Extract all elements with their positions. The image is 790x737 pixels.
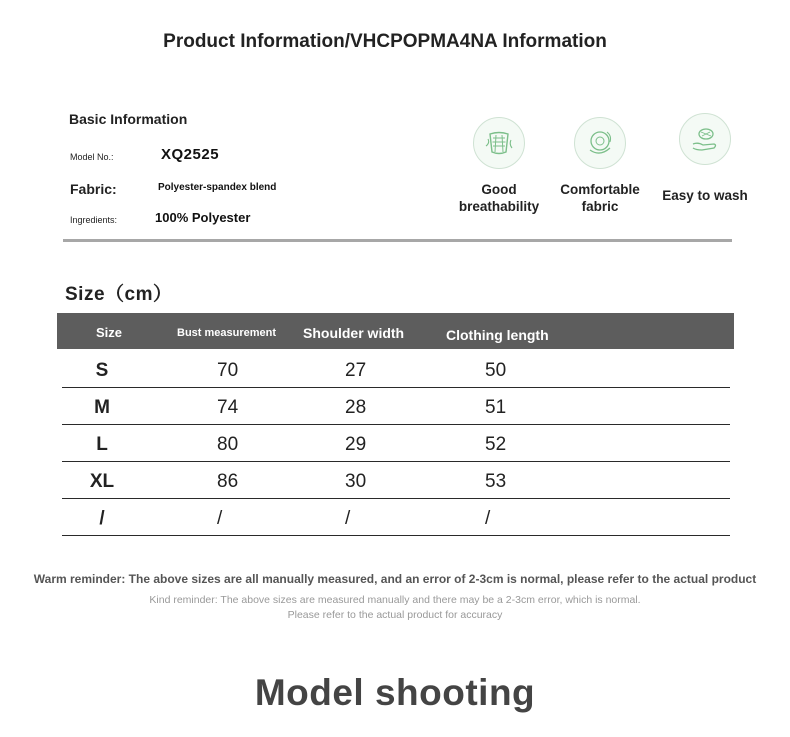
shoulder-cell: 30 [345, 471, 367, 492]
hand-wash-icon [679, 113, 731, 165]
size-cell: S [95, 360, 109, 381]
bust-cell: 70 [217, 360, 239, 381]
bust-cell: 86 [217, 471, 239, 492]
size-cell: / [99, 508, 105, 529]
header-shoulder: Shoulder width [303, 325, 405, 341]
feature-label-line1: Easy to wash [662, 188, 748, 203]
ingredients-label: Ingredients: [70, 215, 118, 225]
length-cell: 50 [485, 360, 507, 381]
size-cell: L [96, 434, 108, 455]
feature-breathability [445, 117, 553, 215]
table-row [62, 424, 730, 462]
bust-cell: / [217, 508, 223, 529]
feature-label-line2: breathability [458, 199, 540, 214]
kind-reminder: Kind reminder: The above sizes are measured manually and there may be a 2-3cm error, which is normal. [149, 594, 641, 606]
warm-reminder: Warm reminder: The above sizes are all manually measured, and an error of 2-3cm is normal, please refer to the actual product [33, 572, 757, 586]
model-no-value: XQ2525 [161, 146, 220, 163]
basic-info-heading: Basic Information [69, 111, 188, 127]
comfort-fabric-icon [574, 117, 626, 169]
feature-label-line1: Comfortable [560, 182, 640, 197]
kind-reminder-accuracy: Please refer to the actual product for accuracy [287, 609, 503, 621]
header-size: Size [96, 325, 123, 340]
length-cell: 52 [485, 434, 507, 455]
feature-label-line2: fabric [581, 199, 619, 214]
size-cell: M [94, 397, 110, 418]
length-cell: 53 [485, 471, 507, 492]
table-row [62, 461, 730, 499]
fabric-value: Polyester-spandex blend [158, 182, 277, 193]
header-length: Clothing length [446, 327, 549, 343]
page-title: Product Information/VHCPOPMA4NA Information [163, 31, 607, 52]
bust-cell: 80 [217, 434, 239, 455]
model-shooting-heading: Model shooting [254, 672, 536, 713]
size-heading: Size（cm） [65, 284, 173, 305]
feature-label-line1: Good [481, 182, 517, 197]
table-row [62, 350, 730, 388]
size-cell: XL [89, 471, 115, 492]
shoulder-cell: 29 [345, 434, 367, 455]
length-cell: / [485, 508, 491, 529]
model-no-label: Model No.: [70, 152, 114, 162]
header-bust: Bust measurement [177, 327, 277, 339]
fabric-label: Fabric: [70, 181, 117, 197]
bust-cell: 74 [217, 397, 239, 418]
feature-comfortable [550, 117, 650, 215]
shoulder-cell: / [345, 508, 351, 529]
feature-easy-wash [655, 113, 755, 204]
ingredients-value: 100% Polyester [155, 210, 251, 225]
shoulder-cell: 28 [345, 397, 367, 418]
length-cell: 51 [485, 397, 507, 418]
table-row [62, 498, 730, 536]
table-row [62, 387, 730, 425]
shoulder-cell: 27 [345, 360, 367, 381]
fabric-breath-icon [473, 117, 525, 169]
section-divider [63, 239, 732, 242]
